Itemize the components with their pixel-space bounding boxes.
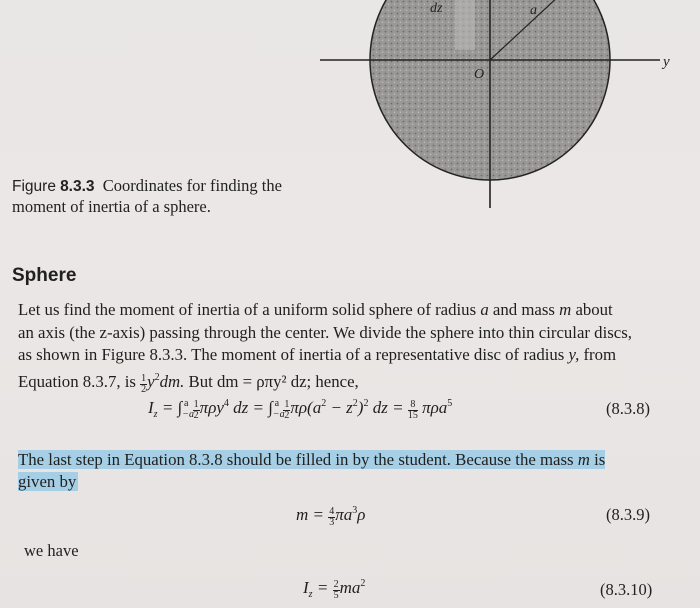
para-line-2: an axis (the z-axis) passing through the center. We divide the sphere into thin circular discs,: [18, 322, 632, 342]
para-line-4b: But dm = ρπy² dz; hence,: [188, 371, 359, 391]
var-y: y,: [568, 345, 580, 364]
highlight-var-m: m: [577, 450, 590, 469]
figure-word: Figure: [12, 178, 56, 195]
equation-8-3-8: $I_z = \int_{-a}^a$ $\frac{1}{2}$ πρy$^4$ dz = $\int_{-a}^a$ $\frac{1}{2}$ $\pi\rho(a^2 - z^2)^2$ dz = $\frac{8}{15}$ πρa$^5$: [148, 398, 453, 421]
section-heading: Sphere: [12, 265, 77, 286]
figure-caption: [12, 176, 312, 217]
highlighted-paragraph: [18, 449, 678, 493]
label-dz: dz: [430, 1, 443, 16]
equation-number-8-3-8: (8.3.8): [606, 399, 650, 418]
highlight-line-1: The last step in Equation 8.3.8 should be filled in by the student. Because the mass: [18, 450, 574, 469]
para-line-1: Let us find the moment of inertia of a uniform solid sphere of radius: [18, 300, 477, 319]
figure-number: 8.3.3: [60, 178, 95, 195]
equation-8-3-9: m = $\frac{4}{3}$ $\pi a^3\rho$: [296, 505, 366, 528]
equation-8-3-10: $I_z$ = $\frac{2}{5}$ $ma^2$: [303, 578, 366, 601]
body-paragraph: [18, 299, 686, 395]
var-m: m: [559, 300, 572, 319]
equation-number-8-3-9: (8.3.9): [606, 505, 650, 524]
inline-half-y2dm: $\frac{1}{2}$ $y^2dm$.: [141, 371, 185, 395]
para-from: from: [583, 345, 617, 364]
para-line-3: as shown in Figure 8.3.3. The moment of inertia of a representative disc of radius: [18, 345, 565, 364]
we-have-text: we have: [24, 541, 79, 560]
caption-text: Coordinates for finding the moment of inertia of a sphere.: [12, 176, 282, 216]
para-line-4a: Equation 8.3.7, is: [18, 371, 136, 391]
highlight-is: is: [594, 450, 606, 469]
para-about: about: [575, 300, 613, 319]
disc-slice: [455, 0, 475, 50]
label-y-axis: y: [663, 54, 670, 70]
label-origin: O: [474, 67, 485, 82]
para-and-mass: and mass: [492, 300, 555, 319]
var-a: a: [480, 300, 489, 319]
equation-number-8-3-10: (8.3.10): [600, 580, 653, 599]
highlight-line-2: given by: [18, 472, 77, 491]
label-a: a: [530, 3, 537, 18]
